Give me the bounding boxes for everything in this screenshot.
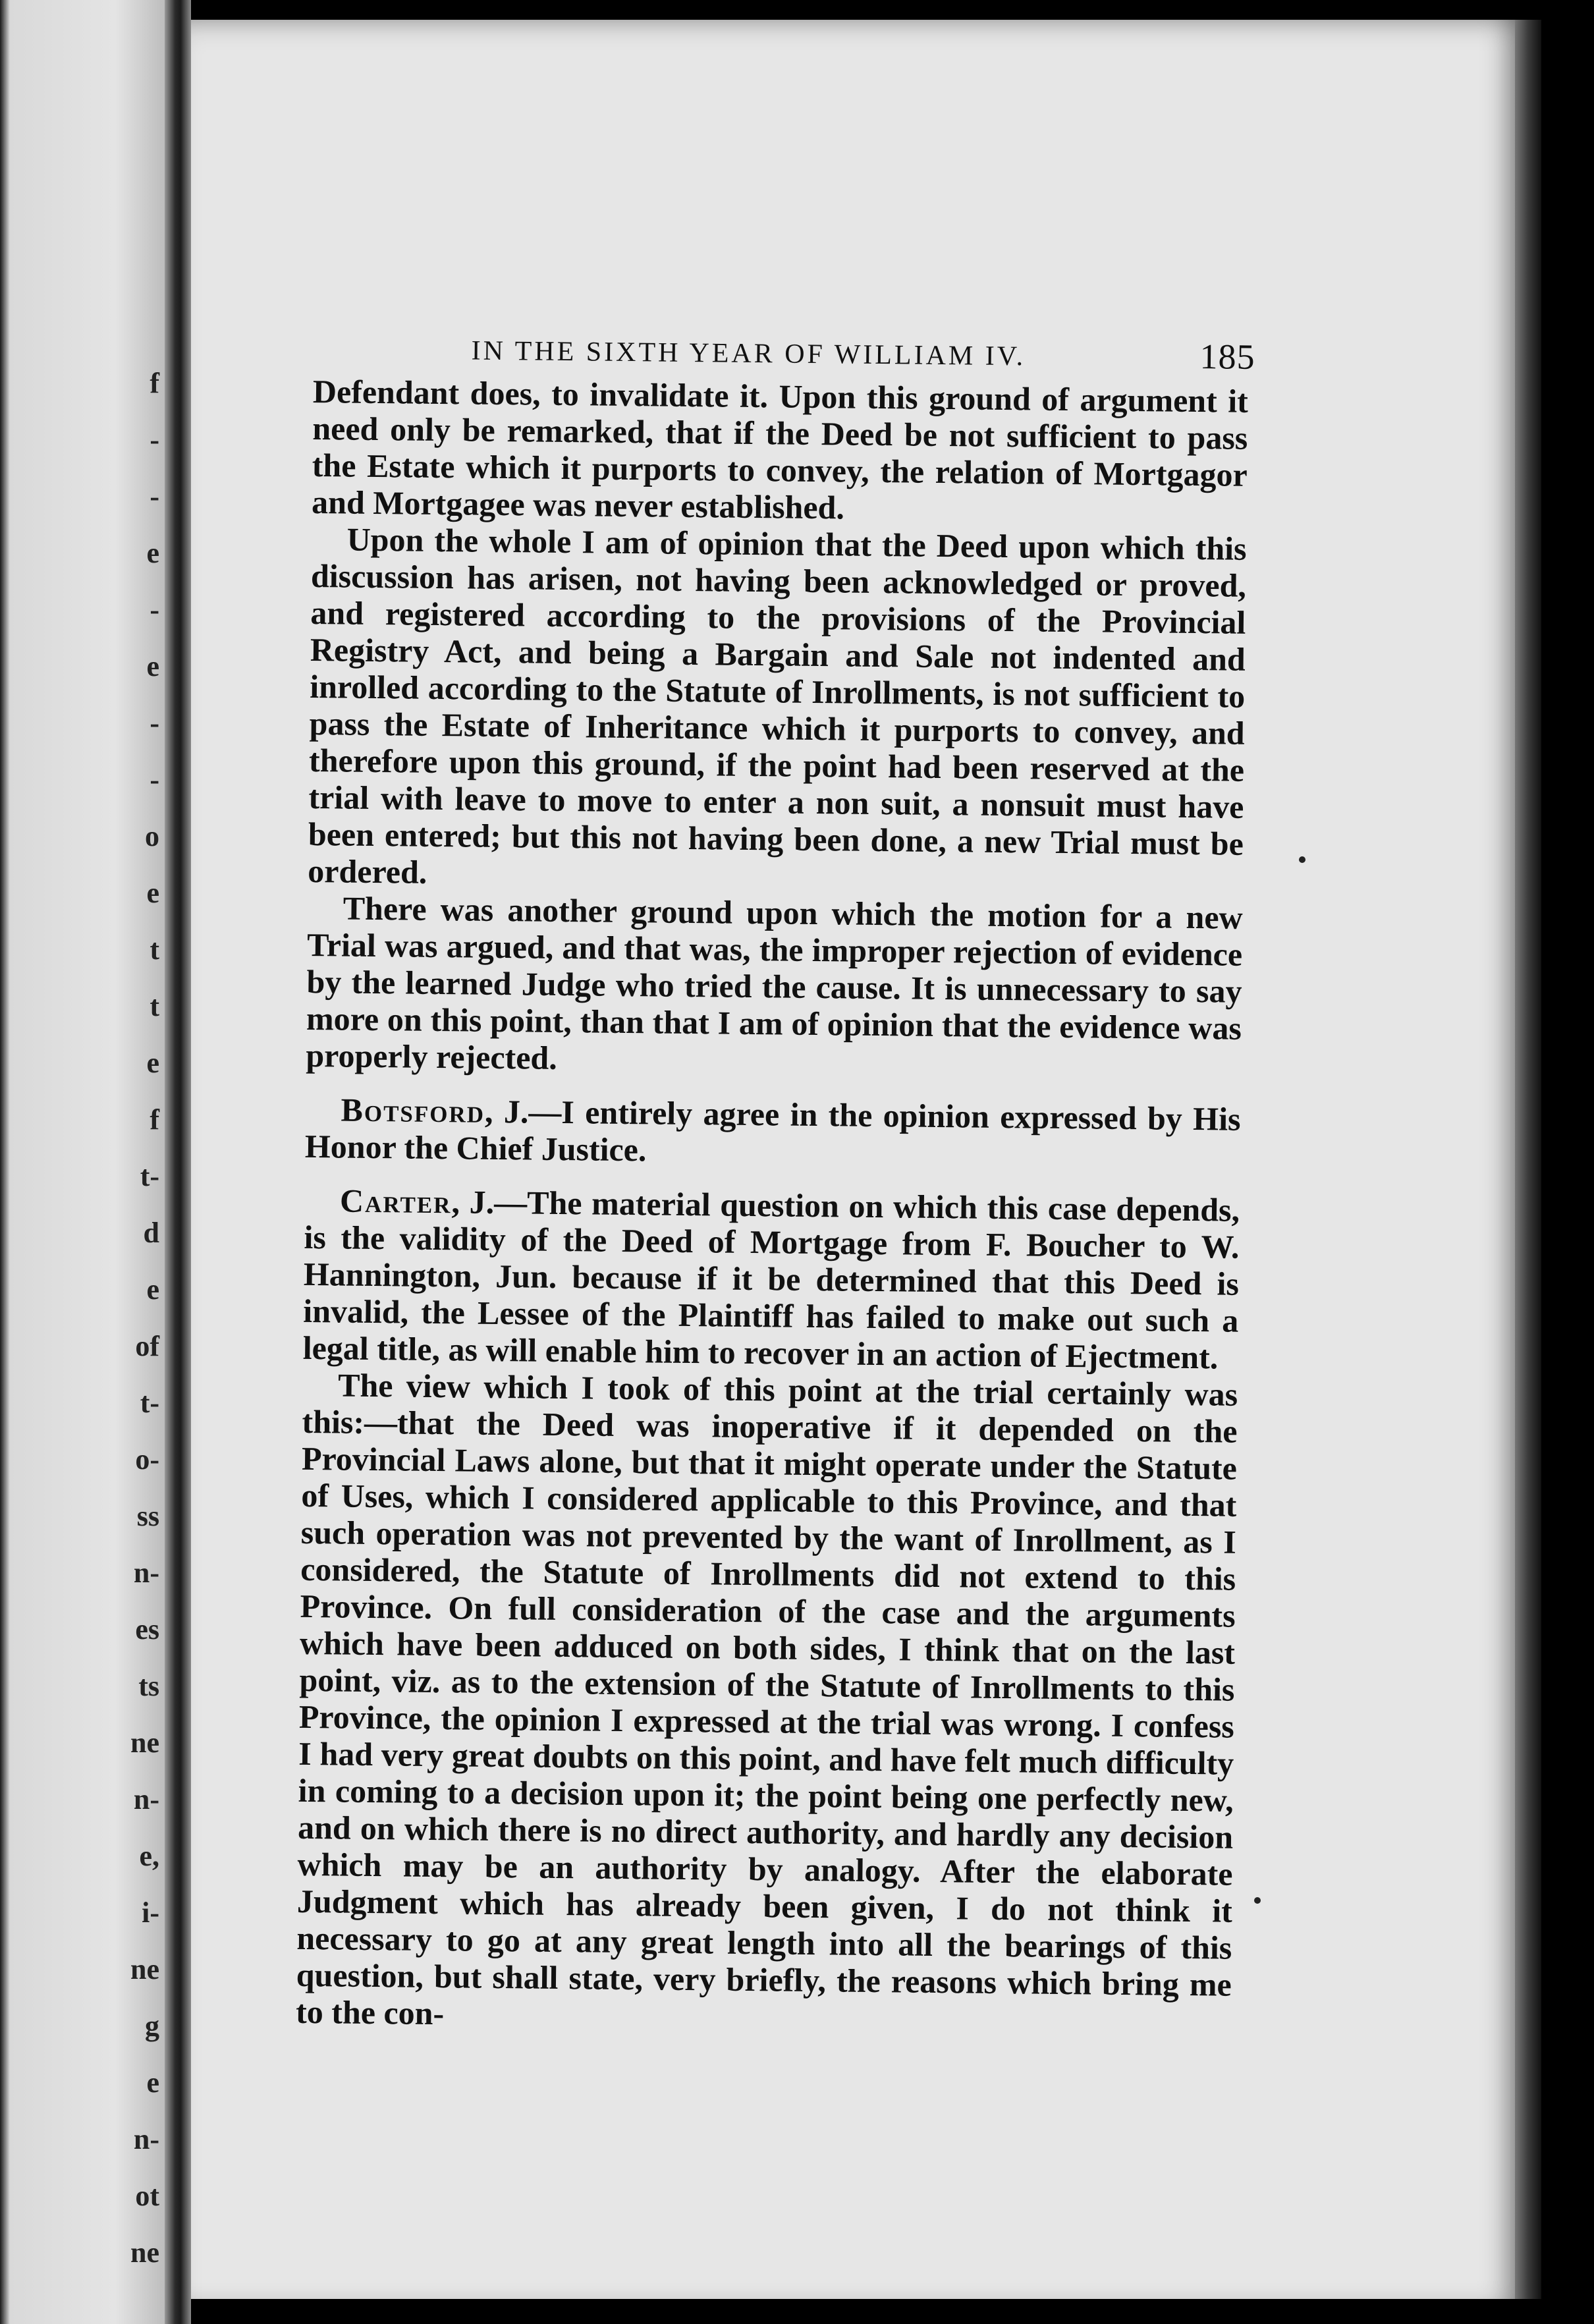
facing-page-letter-fragment: t- xyxy=(140,1387,159,1419)
paragraph-3 xyxy=(306,889,1243,1084)
judge-name: Botsford xyxy=(341,1091,485,1130)
facing-page-letter-fragment: f xyxy=(150,367,159,399)
book-gutter xyxy=(165,0,191,2324)
facing-page-letter-fragment: ot xyxy=(135,2180,159,2212)
facing-page-letter-fragment: ss xyxy=(136,1500,159,1532)
ink-speck xyxy=(1254,1897,1261,1904)
facing-page-letter-fragment: t xyxy=(150,990,159,1022)
paragraph-text: , J.—The material question on which this case depends, is the validity of the Deed of Mortgage from F. Boucher to W. Hannington, Jun. because if it be determined that this Deed is invalid, the Lessee of the Plaintiff has failed to make out such a legal title, as will enable him to recover in an action of Ejectment. xyxy=(302,1183,1240,1376)
running-head xyxy=(313,327,1255,383)
facing-page-letter-fragment: n- xyxy=(133,1557,159,1589)
facing-page-letter-fragment: n- xyxy=(133,2123,159,2155)
running-head-title: IN THE SIXTH YEAR OF WILLIAM IV. xyxy=(471,335,1026,372)
paragraph-carter xyxy=(302,1182,1240,1376)
paragraph-2 xyxy=(308,520,1247,899)
paragraph-6 xyxy=(296,1366,1238,2040)
facing-page-letter-fragment: e, xyxy=(139,1840,159,1872)
facing-page-letter-fragment: ne xyxy=(130,2236,159,2269)
facing-page-letter-fragment: e xyxy=(146,877,159,909)
paragraph-text: Upon the whole I am of opinion that the Deed upon which this discussion has arisen, not having been acknowledged or proved, and registered according to the provisions of the Provincial Registry Act, and being a Bargain and Sale not indented and inrolled according to the Statute of Inrollments, is not sufficient to pass the Estate of Inheritance which it purports to convey, and therefore upon this ground, if the point had been reserved at the trial with leave to move to enter a non suit, a nonsuit must have been entered; but this not having been done, a new Trial must be ordered. xyxy=(308,520,1247,891)
facing-page-letter-fragment: e xyxy=(146,1273,159,1306)
facing-page-letter-fragment: es xyxy=(135,1613,159,1646)
page-text xyxy=(295,327,1255,2040)
page-edge-shadow xyxy=(1515,20,1541,2299)
facing-page-letter-fragment: t- xyxy=(140,1160,159,1192)
paragraph-1 xyxy=(312,373,1248,530)
paragraph-text: , J.—I entirely agree in the opinion expressed by His Honor the Chief Justice. xyxy=(304,1092,1241,1169)
facing-page-letter-fragment: d xyxy=(143,1217,159,1249)
facing-page-letter-fragment: g xyxy=(145,2010,159,2042)
facing-page-letter-fragment: - xyxy=(150,424,159,456)
paragraph-text: Defendant does, to invalidate it. Upon this ground of argument it need only be remarked, that if the Deed be not sufficient to pass the Estate which it purports to convey, the relation of Mortgagor and Mortgagee was never established. xyxy=(311,372,1249,526)
facing-page-letter-fragment: - xyxy=(150,594,159,626)
facing-page-letter-fragment: ts xyxy=(138,1670,159,1702)
facing-page-letter-fragment: o xyxy=(145,820,159,852)
paragraph-text: The view which I took of this point at the trial certainly was this:—that the Deed was inoperative if it depended on the Provincial Laws alone, but that it might operate under the Statute of Uses, which I considered applicable to this Province, and that such operation was not prevented by the want of Inrollment, as I considered, the Statute of Inrollments did not extend to this Province. On full consideration of the case and the arguments which have been adduced on both sides, I think that on the last point, viz. as to the extension of the Statute of Inrollments to this Province, the opinion I expressed at the trial was wrong. I confess I had very great doubts on this point, and have felt much difficulty in coming to a decision upon it; the point being one perfectly new, and on which there is no direct authority, and hardly any decision which may be an authority by analogy. After the elaborate Judgment which has already been given, I do not think it necessary to go at any great length into all the bearings of this question, but shall state, very briefly, the reasons which bring me to the con- xyxy=(295,1366,1238,2032)
facing-page-letter-fragment: ne xyxy=(130,1727,159,1759)
facing-page-letter-fragment: - xyxy=(150,480,159,512)
facing-page-letter-fragment: n- xyxy=(133,1783,159,1815)
facing-page-letter-fragment: i- xyxy=(142,1896,159,1929)
facing-page-letter-fragment: of xyxy=(135,1330,159,1362)
facing-page-letter-fragment: e xyxy=(146,1047,159,1079)
ink-speck xyxy=(1299,856,1305,863)
facing-page-letter-fragment: ne xyxy=(130,1953,159,1985)
facing-page-edge xyxy=(0,0,165,2324)
facing-page-letter-fragment: - xyxy=(150,763,159,796)
page-number: 185 xyxy=(1199,337,1255,377)
facing-page-letter-fragment: - xyxy=(150,707,159,739)
paragraph-text: There was another ground upon which the motion for a new Trial was argued, and that was, the improper rejection of evidence by the learned Judge who tried the cause. It is unnecessary to say more on this point, than that I am of opinion that the evidence was properly rejected. xyxy=(306,889,1243,1076)
facing-page-letter-fragment: e xyxy=(146,650,159,682)
judge-name: Carter xyxy=(339,1182,452,1221)
facing-page-letter-fragment: f xyxy=(150,1103,159,1136)
facing-page-letter-fragment: e xyxy=(146,2066,159,2099)
paragraph-botsford xyxy=(305,1091,1241,1175)
facing-page-letter-fragment: o- xyxy=(135,1443,159,1476)
facing-page-letter-fragment: t xyxy=(150,933,159,966)
facing-page-letter-fragment: e xyxy=(146,537,159,569)
